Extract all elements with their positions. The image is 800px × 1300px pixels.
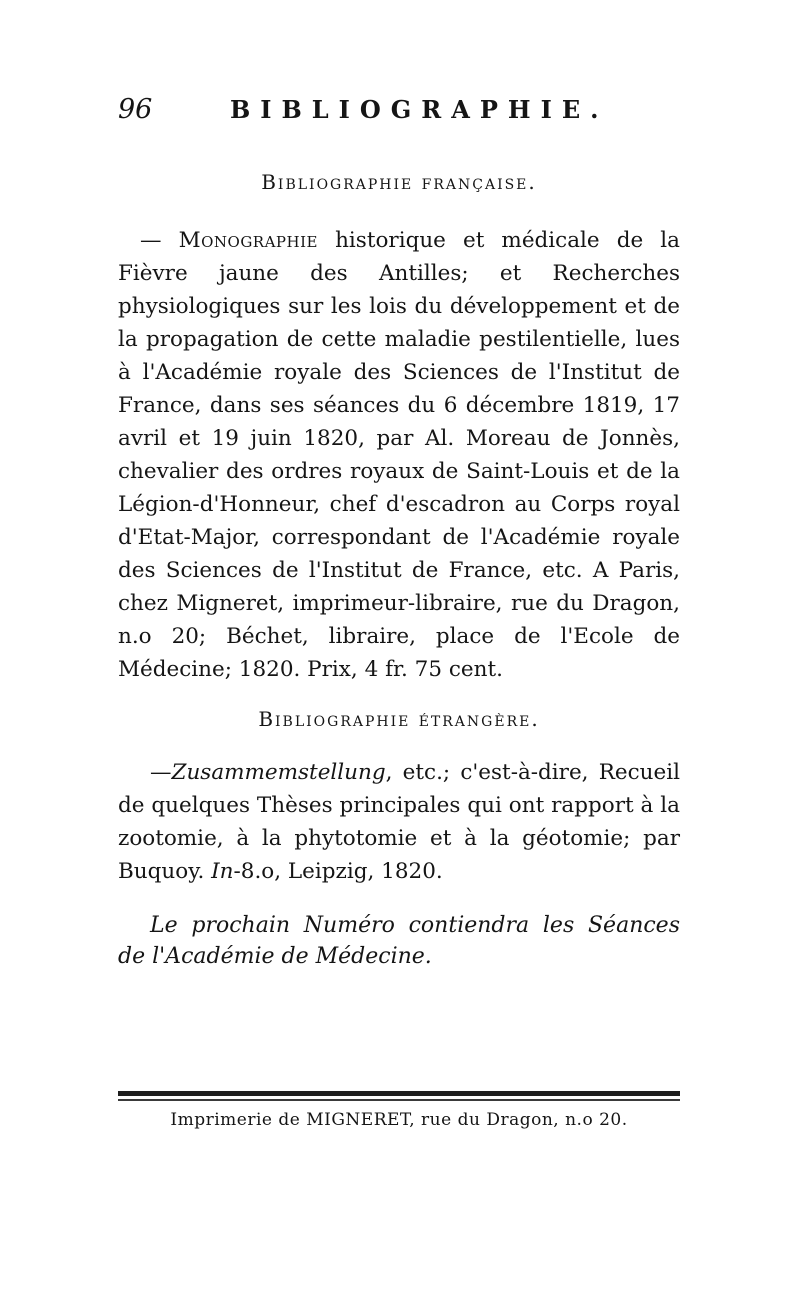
entry-dash: — (150, 760, 172, 785)
french-bibliography-heading: Bibliographie française. (261, 170, 537, 194)
entry-title: Zusammemstellung (171, 760, 386, 785)
entry-format: In (211, 859, 234, 884)
foreign-bibliography-heading: Bibliographie étrangère. (258, 707, 540, 731)
printer-imprint: Imprimerie de MIGNERET, rue du Dragon, n.o 20. (170, 1110, 628, 1130)
entry-body: historique et médicale de la Fièvre jaune des Antilles; et Recherches physiologiques sur les lois du développement et de la propagation de cette maladie pestilentielle, lues à l'Académie royale des Sciences de l'Institut de France, dans ses séances du 6 décembre 1819, 17 avril et 19 juin 1820, par Al. Moreau de Jonnès, chevalier des ordres royaux de Saint-Louis et de la Légion-d'Honneur, chef d'escadron au Corps royal d'Etat-Major, correspondant de l'Académie royale des Sciences de l'Institut de France, etc. A Paris, chez Migneret, imprimeur-libraire, rue du Dragon, n.o 20; Béchet, libraire, place de l'Ecole de Médecine; 1820. Prix, 4 fr. 75 cent. (118, 228, 680, 682)
thin-rule (118, 1099, 680, 1101)
french-bibliography-entry (118, 224, 680, 686)
foreign-bibliography-entry (118, 756, 680, 888)
entry-lead-word: Monographie (178, 228, 318, 253)
page-number: 96 (118, 94, 153, 125)
entry-body-end: -8.o, Leipzig, 1820. (233, 859, 443, 884)
page-header (118, 94, 698, 134)
running-head: BIBLIOGRAPHIE. (230, 95, 609, 124)
entry-dash: — (140, 228, 162, 253)
thick-rule (118, 1091, 680, 1096)
entry-body: , etc.; c'est-à-dire, Recueil de quelques Thèses principales qui ont rapport à la zootomie, à la phytotomie et à la géotomie; par Buquoy. (118, 760, 680, 884)
next-issue-notice: Le prochain Numéro contiendra les Séances de l'Académie de Médecine. (118, 913, 680, 969)
double-rule-divider (118, 1091, 680, 1104)
